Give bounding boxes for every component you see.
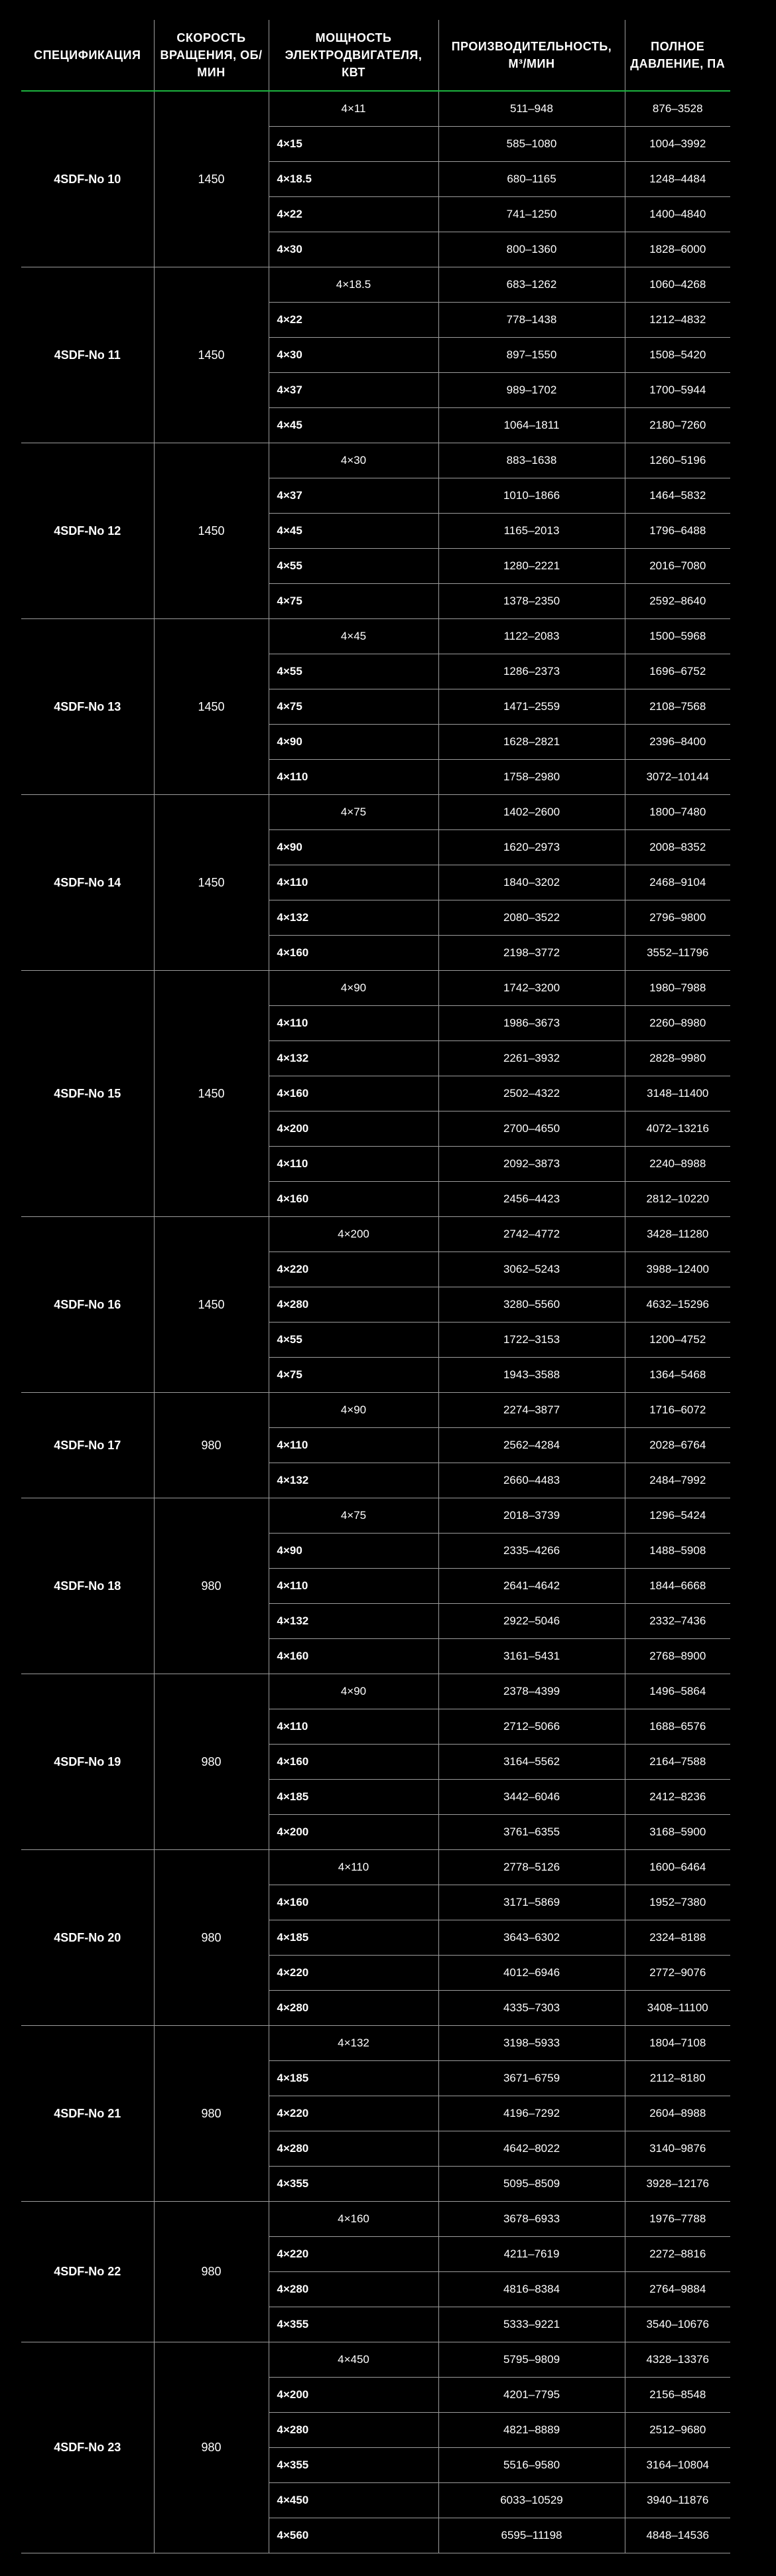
capacity-cell: 2922–5046: [438, 1604, 625, 1639]
capacity-cell: 2080–3522: [438, 900, 625, 936]
capacity-cell: 2641–4642: [438, 1569, 625, 1604]
motor-power-cell: 4×355: [269, 2448, 438, 2483]
spec-model-cell: 4SDF-No 16: [21, 1217, 154, 1393]
pressure-cell: 2396–8400: [625, 725, 730, 760]
motor-power-cell: 4×55: [269, 549, 438, 584]
capacity-cell: 1722–3153: [438, 1323, 625, 1358]
capacity-cell: 4816–8384: [438, 2272, 625, 2307]
rotation-speed-cell: 1450: [154, 443, 269, 619]
capacity-cell: 2092–3873: [438, 1147, 625, 1182]
motor-power-cell: 4×200: [269, 1217, 438, 1252]
pressure-cell: 1952–7380: [625, 1885, 730, 1920]
motor-power-cell: 4×355: [269, 2167, 438, 2202]
capacity-cell: 1471–2559: [438, 689, 625, 725]
capacity-cell: 778–1438: [438, 303, 625, 338]
pressure-cell: 2112–8180: [625, 2061, 730, 2096]
pressure-cell: 2772–9076: [625, 1956, 730, 1991]
capacity-cell: 741–1250: [438, 197, 625, 232]
motor-power-cell: 4×110: [269, 865, 438, 900]
spec-model-cell: 4SDF-No 15: [21, 971, 154, 1217]
motor-power-cell: 4×110: [269, 1006, 438, 1041]
motor-power-cell: 4×355: [269, 2307, 438, 2342]
capacity-cell: 5516–9580: [438, 2448, 625, 2483]
motor-power-cell: 4×220: [269, 1956, 438, 1991]
pressure-cell: 4072–13216: [625, 1111, 730, 1147]
motor-power-cell: 4×110: [269, 1709, 438, 1745]
pressure-cell: 2412–8236: [625, 1780, 730, 1815]
table-row: [21, 267, 730, 303]
table-row: [21, 1393, 730, 1428]
pressure-cell: 2332–7436: [625, 1604, 730, 1639]
motor-power-cell: 4×18.5: [269, 267, 438, 303]
pressure-cell: 2592–8640: [625, 584, 730, 619]
motor-power-cell: 4×30: [269, 338, 438, 373]
pressure-cell: 1508–5420: [625, 338, 730, 373]
pressure-cell: 1800–7480: [625, 795, 730, 830]
motor-power-cell: 4×280: [269, 1287, 438, 1323]
table-row: [21, 2026, 730, 2061]
capacity-cell: 5333–9221: [438, 2307, 625, 2342]
capacity-cell: 3678–6933: [438, 2202, 625, 2237]
capacity-cell: 1402–2600: [438, 795, 625, 830]
pressure-cell: 3072–10144: [625, 760, 730, 795]
capacity-cell: 2456–4423: [438, 1182, 625, 1217]
pressure-cell: 1980–7988: [625, 971, 730, 1006]
motor-power-cell: 4×160: [269, 1182, 438, 1217]
motor-power-cell: 4×160: [269, 1885, 438, 1920]
pressure-cell: 2812–10220: [625, 1182, 730, 1217]
capacity-cell: 3671–6759: [438, 2061, 625, 2096]
capacity-cell: 5095–8509: [438, 2167, 625, 2202]
capacity-cell: 2742–4772: [438, 1217, 625, 1252]
capacity-cell: 4211–7619: [438, 2237, 625, 2272]
motor-power-cell: 4×90: [269, 1534, 438, 1569]
motor-power-cell: 4×220: [269, 2237, 438, 2272]
pressure-cell: 2796–9800: [625, 900, 730, 936]
spec-model-cell: 4SDF-No 20: [21, 1850, 154, 2026]
pressure-cell: 2828–9980: [625, 1041, 730, 1076]
pressure-cell: 3428–11280: [625, 1217, 730, 1252]
motor-power-cell: 4×160: [269, 1639, 438, 1674]
table-row: [21, 443, 730, 478]
pressure-cell: 2324–8188: [625, 1920, 730, 1956]
capacity-cell: 5795–9809: [438, 2342, 625, 2378]
motor-power-cell: 4×37: [269, 373, 438, 408]
motor-power-cell: 4×37: [269, 478, 438, 514]
pressure-cell: 2008–8352: [625, 830, 730, 865]
pressure-cell: 1828–6000: [625, 232, 730, 267]
rotation-speed-cell: 1450: [154, 795, 269, 971]
motor-power-cell: 4×200: [269, 1815, 438, 1850]
capacity-cell: 4335–7303: [438, 1991, 625, 2026]
spec-model-cell: 4SDF-No 14: [21, 795, 154, 971]
table-row: [21, 619, 730, 654]
rotation-speed-cell: 980: [154, 1498, 269, 1674]
pressure-cell: 3552–11796: [625, 936, 730, 971]
capacity-cell: 2378–4399: [438, 1674, 625, 1709]
pressure-cell: 2260–8980: [625, 1006, 730, 1041]
capacity-cell: 2198–3772: [438, 936, 625, 971]
rotation-speed-cell: 980: [154, 2202, 269, 2342]
motor-power-cell: 4×160: [269, 2202, 438, 2237]
table-row: [21, 1498, 730, 1534]
pressure-cell: 2028–6764: [625, 1428, 730, 1463]
capacity-cell: 4012–6946: [438, 1956, 625, 1991]
spec-model-cell: 4SDF-No 13: [21, 619, 154, 795]
motor-power-cell: 4×132: [269, 900, 438, 936]
pressure-cell: 2108–7568: [625, 689, 730, 725]
motor-power-cell: 4×110: [269, 1569, 438, 1604]
capacity-cell: 3161–5431: [438, 1639, 625, 1674]
capacity-cell: 4642–8022: [438, 2131, 625, 2167]
motor-power-cell: 4×90: [269, 1393, 438, 1428]
pressure-cell: 876–3528: [625, 91, 730, 127]
pressure-cell: 1716–6072: [625, 1393, 730, 1428]
spec-model-cell: 4SDF-No 10: [21, 91, 154, 267]
capacity-cell: 1378–2350: [438, 584, 625, 619]
pressure-cell: 1296–5424: [625, 1498, 730, 1534]
motor-power-cell: 4×45: [269, 514, 438, 549]
capacity-cell: 3171–5869: [438, 1885, 625, 1920]
motor-power-cell: 4×22: [269, 303, 438, 338]
table-row: [21, 1850, 730, 1885]
motor-power-cell: 4×160: [269, 1745, 438, 1780]
motor-power-cell: 4×55: [269, 654, 438, 689]
motor-power-cell: 4×45: [269, 408, 438, 443]
rotation-speed-cell: 1450: [154, 1217, 269, 1393]
fan-specification-table: [21, 20, 730, 2553]
motor-power-cell: 4×90: [269, 971, 438, 1006]
pressure-cell: 1464–5832: [625, 478, 730, 514]
motor-power-cell: 4×15: [269, 127, 438, 162]
motor-power-cell: 4×220: [269, 2096, 438, 2131]
motor-power-cell: 4×450: [269, 2483, 438, 2518]
motor-power-cell: 4×160: [269, 1076, 438, 1111]
capacity-cell: 3643–6302: [438, 1920, 625, 1956]
motor-power-cell: 4×75: [269, 584, 438, 619]
motor-power-cell: 4×132: [269, 2026, 438, 2061]
motor-power-cell: 4×280: [269, 2413, 438, 2448]
motor-power-cell: 4×75: [269, 1498, 438, 1534]
spec-model-cell: 4SDF-No 17: [21, 1393, 154, 1498]
pressure-cell: 1248–4484: [625, 162, 730, 197]
pressure-cell: 2180–7260: [625, 408, 730, 443]
rotation-speed-cell: 1450: [154, 267, 269, 443]
pressure-cell: 3140–9876: [625, 2131, 730, 2167]
motor-power-cell: 4×450: [269, 2342, 438, 2378]
rotation-speed-cell: 1450: [154, 971, 269, 1217]
pressure-cell: 1364–5468: [625, 1358, 730, 1393]
capacity-cell: 3198–5933: [438, 2026, 625, 2061]
capacity-cell: 3442–6046: [438, 1780, 625, 1815]
pressure-cell: 3928–12176: [625, 2167, 730, 2202]
motor-power-cell: 4×110: [269, 1850, 438, 1885]
capacity-cell: 1280–2221: [438, 549, 625, 584]
table-row: [21, 91, 730, 127]
motor-power-cell: 4×132: [269, 1041, 438, 1076]
capacity-cell: 6595–11198: [438, 2518, 625, 2553]
capacity-cell: 1986–3673: [438, 1006, 625, 1041]
pressure-cell: 2272–8816: [625, 2237, 730, 2272]
capacity-cell: 3062–5243: [438, 1252, 625, 1287]
motor-power-cell: 4×18.5: [269, 162, 438, 197]
pressure-cell: 2016–7080: [625, 549, 730, 584]
rotation-speed-cell: 1450: [154, 619, 269, 795]
pressure-cell: 2484–7992: [625, 1463, 730, 1498]
pressure-cell: 3940–11876: [625, 2483, 730, 2518]
capacity-cell: 2660–4483: [438, 1463, 625, 1498]
motor-power-cell: 4×110: [269, 1147, 438, 1182]
pressure-cell: 1200–4752: [625, 1323, 730, 1358]
capacity-cell: 800–1360: [438, 232, 625, 267]
spec-model-cell: 4SDF-No 19: [21, 1674, 154, 1850]
pressure-cell: 1496–5864: [625, 1674, 730, 1709]
spec-model-cell: 4SDF-No 18: [21, 1498, 154, 1674]
motor-power-cell: 4×11: [269, 91, 438, 127]
motor-power-cell: 4×90: [269, 1674, 438, 1709]
header-capacity: ПРОИЗВОДИТЕЛЬНОСТЬ, М³/МИН: [438, 20, 625, 91]
capacity-cell: 2778–5126: [438, 1850, 625, 1885]
pressure-cell: 1060–4268: [625, 267, 730, 303]
capacity-cell: 2700–4650: [438, 1111, 625, 1147]
capacity-cell: 511–948: [438, 91, 625, 127]
pressure-cell: 1696–6752: [625, 654, 730, 689]
spec-model-cell: 4SDF-No 11: [21, 267, 154, 443]
motor-power-cell: 4×185: [269, 1920, 438, 1956]
header-total-pressure: ПОЛНОЕ ДАВЛЕНИЕ, ПА: [625, 20, 730, 91]
capacity-cell: 585–1080: [438, 127, 625, 162]
pressure-cell: 1488–5908: [625, 1534, 730, 1569]
motor-power-cell: 4×45: [269, 619, 438, 654]
pressure-cell: 1400–4840: [625, 197, 730, 232]
motor-power-cell: 4×280: [269, 1991, 438, 2026]
pressure-cell: 2512–9680: [625, 2413, 730, 2448]
motor-power-cell: 4×560: [269, 2518, 438, 2553]
rotation-speed-cell: 980: [154, 1393, 269, 1498]
header-rotation-speed: СКОРОСТЬ ВРАЩЕНИЯ, ОБ/МИН: [154, 20, 269, 91]
motor-power-cell: 4×160: [269, 936, 438, 971]
motor-power-cell: 4×185: [269, 1780, 438, 1815]
capacity-cell: 3280–5560: [438, 1287, 625, 1323]
rotation-speed-cell: 980: [154, 1674, 269, 1850]
pressure-cell: 1700–5944: [625, 373, 730, 408]
pressure-cell: 3148–11400: [625, 1076, 730, 1111]
pressure-cell: 2240–8988: [625, 1147, 730, 1182]
table-row: [21, 2342, 730, 2378]
capacity-cell: 4201–7795: [438, 2378, 625, 2413]
pressure-cell: 4328–13376: [625, 2342, 730, 2378]
pressure-cell: 1976–7788: [625, 2202, 730, 2237]
pressure-cell: 2604–8988: [625, 2096, 730, 2131]
capacity-cell: 683–1262: [438, 267, 625, 303]
capacity-cell: 2712–5066: [438, 1709, 625, 1745]
capacity-cell: 1628–2821: [438, 725, 625, 760]
table-header-row: [21, 20, 730, 91]
rotation-speed-cell: 980: [154, 2026, 269, 2202]
motor-power-cell: 4×132: [269, 1604, 438, 1639]
capacity-cell: 2274–3877: [438, 1393, 625, 1428]
table-row: [21, 971, 730, 1006]
table-row: [21, 1217, 730, 1252]
capacity-cell: 1840–3202: [438, 865, 625, 900]
capacity-cell: 4821–8889: [438, 2413, 625, 2448]
spec-model-cell: 4SDF-No 23: [21, 2342, 154, 2553]
pressure-cell: 3164–10804: [625, 2448, 730, 2483]
capacity-cell: 2018–3739: [438, 1498, 625, 1534]
pressure-cell: 1688–6576: [625, 1709, 730, 1745]
motor-power-cell: 4×200: [269, 1111, 438, 1147]
capacity-cell: 1758–2980: [438, 760, 625, 795]
capacity-cell: 1122–2083: [438, 619, 625, 654]
pressure-cell: 1804–7108: [625, 2026, 730, 2061]
table-body: [21, 91, 730, 2553]
motor-power-cell: 4×75: [269, 1358, 438, 1393]
motor-power-cell: 4×90: [269, 830, 438, 865]
capacity-cell: 1943–3588: [438, 1358, 625, 1393]
motor-power-cell: 4×55: [269, 1323, 438, 1358]
pressure-cell: 4848–14536: [625, 2518, 730, 2553]
pressure-cell: 1500–5968: [625, 619, 730, 654]
header-specification: СПЕЦИФИКАЦИЯ: [21, 20, 154, 91]
motor-power-cell: 4×30: [269, 443, 438, 478]
pressure-cell: 3540–10676: [625, 2307, 730, 2342]
spec-model-cell: 4SDF-No 21: [21, 2026, 154, 2202]
capacity-cell: 2502–4322: [438, 1076, 625, 1111]
capacity-cell: 897–1550: [438, 338, 625, 373]
pressure-cell: 3988–12400: [625, 1252, 730, 1287]
spec-model-cell: 4SDF-No 22: [21, 2202, 154, 2342]
motor-power-cell: 4×22: [269, 197, 438, 232]
pressure-cell: 1600–6464: [625, 1850, 730, 1885]
capacity-cell: 1064–1811: [438, 408, 625, 443]
motor-power-cell: 4×280: [269, 2272, 438, 2307]
pressure-cell: 1260–5196: [625, 443, 730, 478]
capacity-cell: 883–1638: [438, 443, 625, 478]
pressure-cell: 2164–7588: [625, 1745, 730, 1780]
rotation-speed-cell: 1450: [154, 91, 269, 267]
pressure-cell: 1212–4832: [625, 303, 730, 338]
motor-power-cell: 4×185: [269, 2061, 438, 2096]
motor-power-cell: 4×90: [269, 725, 438, 760]
pressure-cell: 2156–8548: [625, 2378, 730, 2413]
capacity-cell: 2335–4266: [438, 1534, 625, 1569]
pressure-cell: 1844–6668: [625, 1569, 730, 1604]
capacity-cell: 680–1165: [438, 162, 625, 197]
capacity-cell: 1620–2973: [438, 830, 625, 865]
capacity-cell: 2261–3932: [438, 1041, 625, 1076]
motor-power-cell: 4×30: [269, 232, 438, 267]
pressure-cell: 2764–9884: [625, 2272, 730, 2307]
capacity-cell: 1286–2373: [438, 654, 625, 689]
pressure-cell: 3168–5900: [625, 1815, 730, 1850]
motor-power-cell: 4×110: [269, 1428, 438, 1463]
capacity-cell: 2562–4284: [438, 1428, 625, 1463]
table-row: [21, 795, 730, 830]
pressure-cell: 2768–8900: [625, 1639, 730, 1674]
capacity-cell: 6033–10529: [438, 2483, 625, 2518]
pressure-cell: 2468–9104: [625, 865, 730, 900]
capacity-cell: 989–1702: [438, 373, 625, 408]
motor-power-cell: 4×280: [269, 2131, 438, 2167]
motor-power-cell: 4×75: [269, 689, 438, 725]
motor-power-cell: 4×75: [269, 795, 438, 830]
capacity-cell: 3164–5562: [438, 1745, 625, 1780]
rotation-speed-cell: 980: [154, 1850, 269, 2026]
motor-power-cell: 4×200: [269, 2378, 438, 2413]
capacity-cell: 1742–3200: [438, 971, 625, 1006]
pressure-cell: 4632–15296: [625, 1287, 730, 1323]
motor-power-cell: 4×220: [269, 1252, 438, 1287]
pressure-cell: 1004–3992: [625, 127, 730, 162]
spec-model-cell: 4SDF-No 12: [21, 443, 154, 619]
table-row: [21, 2202, 730, 2237]
capacity-cell: 3761–6355: [438, 1815, 625, 1850]
capacity-cell: 4196–7292: [438, 2096, 625, 2131]
table-row: [21, 1674, 730, 1709]
capacity-cell: 1165–2013: [438, 514, 625, 549]
rotation-speed-cell: 980: [154, 2342, 269, 2553]
header-motor-power: МОЩНОСТЬ ЭЛЕКТРОДВИГАТЕЛЯ, КВТ: [269, 20, 438, 91]
capacity-cell: 1010–1866: [438, 478, 625, 514]
motor-power-cell: 4×110: [269, 760, 438, 795]
motor-power-cell: 4×132: [269, 1463, 438, 1498]
pressure-cell: 3408–11100: [625, 1991, 730, 2026]
pressure-cell: 1796–6488: [625, 514, 730, 549]
